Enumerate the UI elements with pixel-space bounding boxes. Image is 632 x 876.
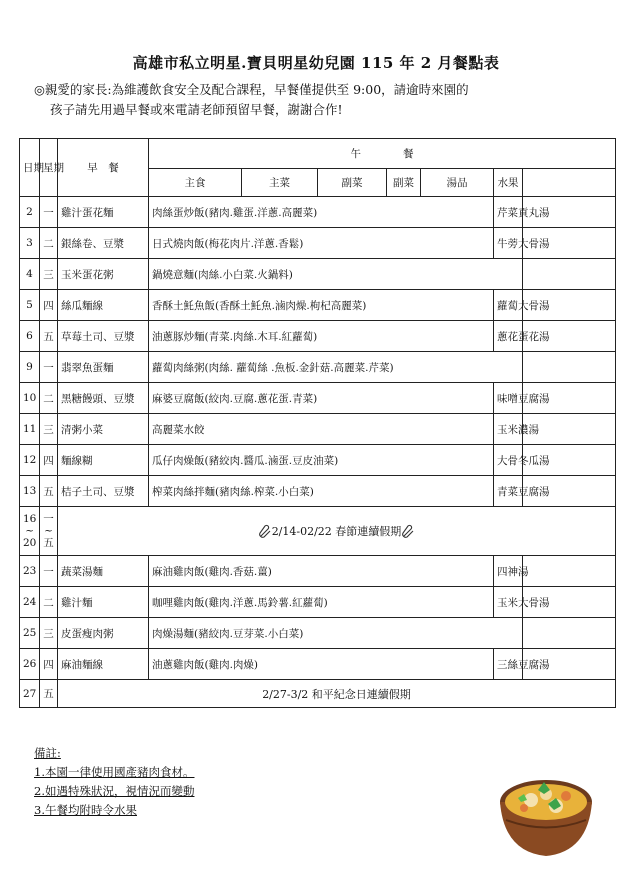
weekday-cell: 五 (40, 321, 58, 352)
holiday-text: 2/14-02/22 春節連續假期 (271, 525, 402, 538)
breakfast-cell: 清粥小菜 (58, 414, 149, 445)
table-row (20, 352, 616, 383)
weekday-cell: 四 (40, 290, 58, 321)
date-cell: 11 (20, 414, 40, 445)
weekday-cell: 四 (40, 445, 58, 476)
weekday-sep: ~ (44, 525, 53, 537)
date-cell: 23 (20, 556, 40, 587)
weekday-cell: 一 (40, 556, 58, 587)
breakfast-cell: 雞汁麵 (58, 587, 149, 618)
weekday-cell: 三 (40, 618, 58, 649)
lunch-main-cell: 瓜仔肉燥飯(豬絞肉.醬瓜.滷蛋.豆皮油菜) (149, 445, 494, 476)
date-cell: 12 (20, 445, 40, 476)
soup-bowl-illustration (496, 760, 596, 860)
header-weekday: 星期 (40, 139, 58, 197)
date-cell: 10 (20, 383, 40, 414)
fruit-cell (523, 259, 616, 290)
table-row (20, 587, 616, 618)
soup-cell: 三絲豆腐湯 (494, 649, 523, 680)
weekday-cell: 二 (40, 383, 58, 414)
lunch-main-cell: 高麗菜水餃 (149, 414, 494, 445)
soup-cell: 牛蒡大骨湯 (494, 228, 523, 259)
header-fruit: 水果 (494, 169, 523, 197)
date-start: 16 (23, 513, 37, 525)
table-row (20, 618, 616, 649)
breakfast-cell: 黑糖饅頭、豆漿 (58, 383, 149, 414)
soup-cell: 玉米大骨湯 (494, 587, 523, 618)
weekday-cell: 二 (40, 228, 58, 259)
holiday-row (20, 507, 616, 556)
paperclip-icon (258, 525, 272, 539)
note-item: 2.如遇特殊狀況，視情況而變動 (34, 784, 195, 798)
header-date: 日期 (20, 139, 40, 197)
date-cell: 3 (20, 228, 40, 259)
breakfast-cell: 皮蛋瘦肉粥 (58, 618, 149, 649)
notes-heading: 備註: (34, 746, 61, 760)
lunch-main-cell: 麻婆豆腐飯(絞肉.豆腐.蔥花蛋.青菜) (149, 383, 494, 414)
meal-table (19, 138, 616, 708)
weekday-cell: 四 (40, 649, 58, 680)
table-row (20, 445, 616, 476)
lunch-main-cell: 肉絲蛋炒飯(豬肉.雞蛋.洋蔥.高麗菜) (149, 197, 494, 228)
soup-cell: 青菜豆腐湯 (494, 476, 523, 507)
breakfast-cell: 麻油麵線 (58, 649, 149, 680)
weekday-cell (40, 507, 58, 556)
date-cell: 26 (20, 649, 40, 680)
weekday-cell: 五 (40, 680, 58, 708)
notice-line-2: 孩子請先用過早餐或來電請老師預留早餐，謝謝合作! (50, 102, 343, 117)
date-sep: ~ (25, 525, 35, 537)
weekday-cell: 五 (40, 476, 58, 507)
breakfast-cell: 銀絲卷、豆漿 (58, 228, 149, 259)
weekday-end: 五 (43, 537, 54, 549)
lunch-main-cell: 蘿蔔肉絲粥(肉絲. 蘿蔔絲 .魚板.金針菇.高麗菜.芹菜) (149, 352, 523, 383)
breakfast-cell: 雞汁蛋花麵 (58, 197, 149, 228)
lunch-main-cell: 麻油雞肉飯(雞肉.香菇.薑) (149, 556, 494, 587)
table-row (20, 476, 616, 507)
soup-cell: 味噌豆腐湯 (494, 383, 523, 414)
header-lunch: 午 餐 (149, 139, 616, 169)
holiday-cell (58, 507, 616, 556)
fruit-cell (523, 352, 616, 383)
date-cell: 24 (20, 587, 40, 618)
breakfast-cell: 絲瓜麵線 (58, 290, 149, 321)
lunch-main-cell: 日式燒肉飯(梅花肉片.洋蔥.香鬆) (149, 228, 494, 259)
weekday-cell: 二 (40, 587, 58, 618)
lunch-main-cell: 香酥土魠魚飯(香酥土魠魚.滷肉燥.枸杞高麗菜) (149, 290, 494, 321)
fruit-cell (523, 556, 616, 587)
lunch-main-cell: 榨菜肉絲拌麵(豬肉絲.榨菜.小白菜) (149, 476, 494, 507)
breakfast-cell: 翡翠魚蛋麵 (58, 352, 149, 383)
date-cell: 5 (20, 290, 40, 321)
holiday-cell: 2/27-3/2 和平紀念日連續假期 (58, 680, 616, 708)
weekday-cell: 三 (40, 414, 58, 445)
note-item: 1.本園一律使用國產豬肉食材。 (34, 765, 195, 779)
date-cell: 6 (20, 321, 40, 352)
header-breakfast: 早 餐 (58, 139, 149, 197)
table-row (20, 383, 616, 414)
header-dish: 主菜 (242, 169, 318, 197)
header-side-dish: 副菜 (387, 169, 421, 197)
soup-cell: 大骨冬瓜湯 (494, 445, 523, 476)
date-cell: 9 (20, 352, 40, 383)
fruit-cell (523, 618, 616, 649)
table-row (20, 321, 616, 352)
table-row (20, 197, 616, 228)
table-row (20, 414, 616, 445)
weekday-cell: 一 (40, 352, 58, 383)
parent-notice (34, 80, 614, 120)
header-soup: 湯品 (421, 169, 494, 197)
date-cell: 25 (20, 618, 40, 649)
breakfast-cell: 桔子土司、豆漿 (58, 476, 149, 507)
notice-line-1: ◎親愛的家長:為維護飲食安全及配合課程，早餐僅提供至 9:00，請逾時來園的 (34, 82, 469, 97)
soup-cell: 芹菜貢丸湯 (494, 197, 523, 228)
lunch-main-cell: 咖哩雞肉飯(雞肉.洋蔥.馬鈴薯.紅蘿蔔) (149, 587, 494, 618)
page-title: 高雄市私立明星.寶貝明星幼兒園 115 年 2 月餐點表 (132, 54, 500, 72)
lunch-main-cell: 油蔥豚炒麵(青菜.肉絲.木耳.紅蘿蔔) (149, 321, 494, 352)
date-cell (20, 507, 40, 556)
breakfast-cell: 玉米蛋花粥 (58, 259, 149, 290)
lunch-main-cell: 肉燥湯麵(豬絞肉.豆芽菜.小白菜) (149, 618, 523, 649)
note-item: 3.午餐均附時令水果 (34, 803, 137, 817)
soup-cell: 蔥花蛋花湯 (494, 321, 523, 352)
date-cell: 13 (20, 476, 40, 507)
soup-cell: 蘿蔔大骨湯 (494, 290, 523, 321)
breakfast-cell: 麵線糊 (58, 445, 149, 476)
date-cell: 27 (20, 680, 40, 708)
breakfast-cell: 草莓土司、豆漿 (58, 321, 149, 352)
soup-cell: 玉米濃湯 (494, 414, 523, 445)
table-row (20, 228, 616, 259)
notes (34, 744, 194, 820)
lunch-main-cell: 鍋燒意麵(肉絲.小白菜.火鍋料) (149, 259, 523, 290)
table-row (20, 649, 616, 680)
breakfast-cell: 蔬菜湯麵 (58, 556, 149, 587)
table-row (20, 259, 616, 290)
soup-cell: 四神湯 (494, 556, 523, 587)
weekday-start: 一 (43, 513, 54, 525)
table-row (20, 290, 616, 321)
table-row (20, 556, 616, 587)
weekday-cell: 三 (40, 259, 58, 290)
date-end: 20 (23, 537, 37, 549)
lunch-main-cell: 油蔥雞肉飯(雞肉.肉燥) (149, 649, 494, 680)
date-cell: 2 (20, 197, 40, 228)
header-side-dish: 副菜 (318, 169, 387, 197)
paperclip-icon (401, 525, 415, 539)
date-cell: 4 (20, 259, 40, 290)
weekday-cell: 一 (40, 197, 58, 228)
holiday-row (20, 680, 616, 708)
header-main: 主食 (149, 169, 242, 197)
